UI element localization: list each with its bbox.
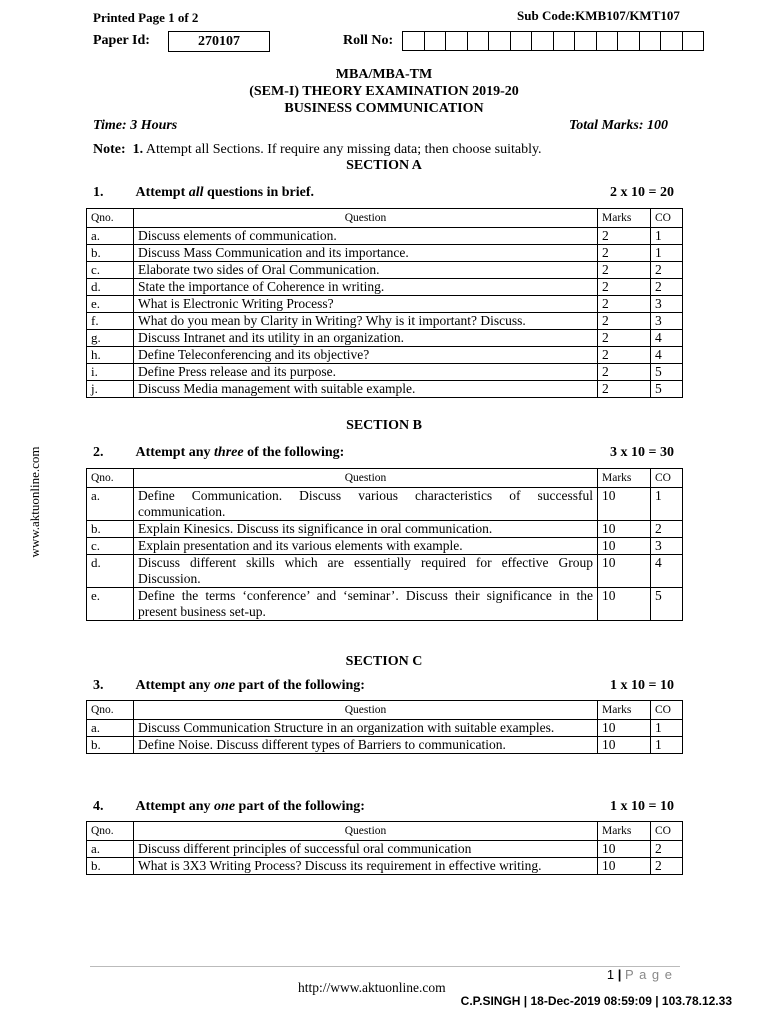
- table-row: a. Discuss Communication Structure in an organization with suitable examples. 10 1: [87, 720, 683, 737]
- roll-no-label: Roll No:: [343, 33, 394, 48]
- table-row: a. Discuss different principles of successful oral communication 10 2: [87, 841, 683, 858]
- table-row: e. Define the terms ‘conference’ and ‘seminar’. Discuss their significance in the present business set-up. 10 5: [87, 588, 683, 621]
- subject-title: BUSINESS COMMUNICATION: [284, 101, 484, 116]
- section-b-table: [86, 468, 683, 621]
- table-row: c. Explain presentation and its various elements with example. 10 3: [87, 538, 683, 555]
- q1-instruction: 1. Attempt all questions in brief.: [93, 185, 315, 200]
- q4-instruction: 4. Attempt any one part of the following:: [93, 799, 365, 814]
- table-header: Qno. Question Marks CO: [87, 701, 683, 720]
- page-number: 1 | P a g e: [606, 967, 673, 982]
- table-row: f. What do you mean by Clarity in Writing? Why is it important? Discuss. 2 3: [87, 313, 683, 330]
- table-row: i. Define Press release and its purpose. 2 5: [87, 364, 683, 381]
- table-row: b. Discuss Mass Communication and its importance. 2 1: [87, 245, 683, 262]
- sub-code: Sub Code:KMB107/KMT107: [517, 8, 680, 23]
- footer-url[interactable]: http://www.aktuonline.com: [298, 980, 446, 995]
- roll-no-boxes: [402, 31, 704, 51]
- section-b-heading: SECTION B: [346, 418, 422, 433]
- section-a-table: [86, 208, 683, 398]
- paper-id-label: Paper Id:: [93, 33, 150, 48]
- table-row: d. Discuss different skills which are essentially required for effective Group Discussion. 10 4: [87, 555, 683, 588]
- q2-marks: 3 x 10 = 30: [610, 445, 674, 460]
- table-row: e. What is Electronic Writing Process? 2 3: [87, 296, 683, 313]
- section-a-heading: SECTION A: [346, 158, 422, 173]
- table-row: a. Define Communication. Discuss various characteristics of successful communication. 10 1: [87, 488, 683, 521]
- table-row: j. Discuss Media management with suitable example. 2 5: [87, 381, 683, 398]
- table-row: a. Discuss elements of communication. 2 1: [87, 228, 683, 245]
- table-header: Qno. Question Marks CO: [87, 469, 683, 488]
- table-row: b. What is 3X3 Writing Process? Discuss its requirement in effective writing. 10 2: [87, 858, 683, 875]
- table-header: Qno. Question Marks CO: [87, 822, 683, 841]
- table-row: g. Discuss Intranet and its utility in an organization. 2 4: [87, 330, 683, 347]
- program-title: MBA/MBA-TM: [335, 67, 433, 82]
- table-row: b. Explain Kinesics. Discuss its significance in oral communication. 10 2: [87, 521, 683, 538]
- printed-page: Printed Page 1 of 2: [93, 10, 199, 25]
- q1-marks: 2 x 10 = 20: [610, 185, 674, 200]
- download-stamp: C.P.SINGH | 18-Dec-2019 08:59:09 | 103.78.12.33: [460, 994, 732, 1008]
- table-row: b. Define Noise. Discuss different types of Barriers to communication. 10 1: [87, 737, 683, 754]
- note: [93, 142, 542, 158]
- note-text: Attempt all Sections. If require any missing data; then choose suitably.: [145, 142, 542, 157]
- table-header: Qno. Question Marks CO: [87, 209, 683, 228]
- total-marks: Total Marks: 100: [568, 118, 668, 133]
- table-row: d. State the importance of Coherence in writing. 2 2: [87, 279, 683, 296]
- q4-marks: 1 x 10 = 10: [610, 799, 674, 814]
- table-row: h. Define Teleconferencing and its objective? 2 4: [87, 347, 683, 364]
- section-c-q4-table: [86, 821, 683, 875]
- q3-marks: 1 x 10 = 10: [610, 678, 674, 693]
- section-c-heading: SECTION C: [345, 654, 423, 669]
- side-url: www.aktuonline.com: [27, 446, 42, 558]
- paper-id-box: 270107: [168, 31, 270, 52]
- q2-instruction: 2. Attempt any three of the following:: [93, 445, 345, 460]
- exam-title: (SEM-I) THEORY EXAMINATION 2019-20: [249, 84, 519, 99]
- time-label: Time: 3 Hours: [93, 118, 178, 133]
- section-c-q3-table: [86, 700, 683, 754]
- note-label: Note:: [93, 142, 126, 157]
- note-num: 1.: [132, 142, 144, 157]
- footer-divider: [90, 966, 680, 967]
- q3-instruction: 3. Attempt any one part of the following:: [93, 678, 365, 693]
- table-row: c. Elaborate two sides of Oral Communication. 2 2: [87, 262, 683, 279]
